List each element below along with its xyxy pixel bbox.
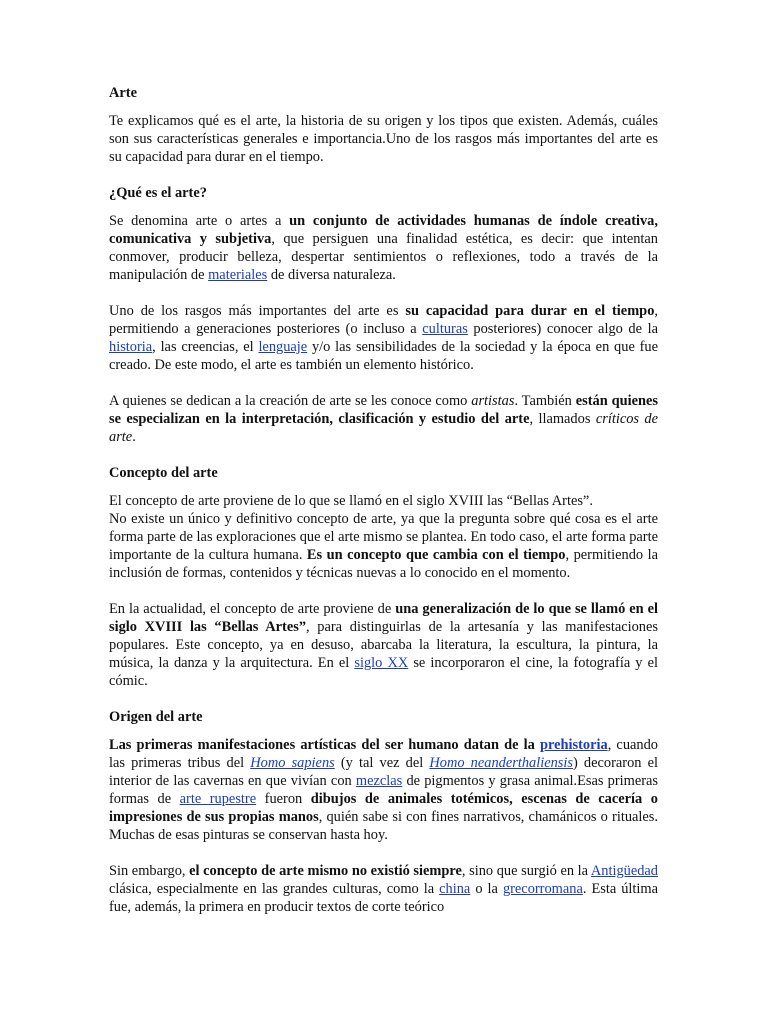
text-run: ) decoraron el interior de las cavernas en que vivían con [109, 755, 658, 789]
text-run: , llamados [529, 411, 596, 427]
paragraph-concepto-b [109, 510, 658, 582]
bold-text: un conjunto de actividades humanas de índole creativa, comunicativa y subjetiva [109, 213, 658, 247]
paragraph-definicion [109, 212, 658, 284]
inline-link[interactable]: lenguaje [258, 339, 308, 355]
paragraph-actualidad [109, 600, 658, 690]
text-run: En la actualidad, el concepto de arte proviene de [109, 601, 396, 617]
text-run: , quién sabe si con fines narrativos, chamánicos o rituales. Muchas de esas pinturas se conservan hasta hoy. [109, 809, 658, 843]
inline-link[interactable]: culturas [422, 321, 468, 337]
inline-link[interactable]: china [439, 881, 471, 897]
inline-link[interactable]: siglo XX [354, 655, 409, 671]
text-run: de pigmentos y grasa animal.Esas primeras formas de [109, 773, 658, 807]
text-run: (y tal vez del [334, 755, 430, 771]
heading-origen: Origen del arte [109, 709, 203, 725]
text-run: A quienes se dedican a la creación de arte se les conoce como [109, 393, 472, 409]
inline-link[interactable]: historia [109, 339, 153, 355]
text-run: , cuando las primeras tribus del [109, 737, 658, 771]
text-run: No existe un único y definitivo concepto de arte, ya que la pregunta sobre qué cosa es el arte forma parte de las exploraciones que el arte mismo se plantea. En todo caso, el arte forma parte importante de la cultura humana. [109, 511, 658, 563]
text-run: , que persiguen una finalidad estética, es decir: que intentan conmover, producir belleza, despertar sentimientos o reflexiones, todo a través de la manipulación de [109, 231, 658, 283]
bold-text: una generalización de lo que se llamó en el siglo XVIII las “Bellas Artes” [109, 601, 658, 635]
inline-link[interactable]: materiales [208, 267, 268, 283]
text-run: clásica, especialmente en las grandes culturas, como la [109, 881, 440, 897]
bold-text: su capacidad para durar en el tiempo [405, 303, 655, 319]
text-run: Se denomina arte o artes a [109, 213, 290, 229]
paragraph-rasgos [109, 302, 658, 374]
paragraph-prehistoria [109, 736, 658, 844]
bold-text: dibujos de animales totémicos, escenas de cacería o impresiones de sus propias manos [109, 791, 658, 825]
text-run: posteriores) conocer algo de la [467, 321, 658, 337]
text-run: , permitiendo la inclusión de formas, contenidos y técnicas nuevas a lo conocido en el momento. [109, 547, 659, 581]
text-run: se incorporaron el cine, la fotografía y el cómic. [109, 655, 658, 689]
heading-concepto: Concepto del arte [109, 465, 218, 481]
text-run: . Esta última fue, además, la primera en producir textos de corte teórico [109, 881, 659, 915]
text-run: y/o las sensibilidades de la sociedad y la época en que fue creado. De este modo, el arte es también un elemento histórico. [109, 339, 658, 373]
inline-link[interactable]: Homo sapiens [250, 755, 335, 771]
text-run: , para distinguirlas de la artesanía y las manifestaciones populares. Este concepto, ya en desuso, abarcaba la literatura, la escultura, la pintura, la música, la danza y la arquitectura. En el [109, 619, 658, 671]
document-page [109, 84, 658, 934]
text-run: Uno de los rasgos más importantes del arte es [109, 303, 406, 319]
intro-paragraph: Te explicamos qué es el arte, la historia de su origen y los tipos que existen. Además, cuáles son sus características generales e importancia.Uno de los rasgos más importantes del arte es su capacidad para durar en el tiempo. [109, 113, 658, 165]
italic-text: críticos de arte [109, 411, 658, 445]
paragraph-artistas [109, 392, 658, 446]
bold-text: Es un concepto que cambia con el tiempo [306, 547, 566, 563]
paragraph-concepto-a: El concepto de arte proviene de lo que se llamó en el siglo XVIII las “Bellas Artes”. [109, 493, 593, 509]
bold-text: Las primeras manifestaciones artísticas del ser humano datan de la [109, 737, 540, 753]
bold-text: el concepto de arte mismo no existió siempre [189, 863, 462, 879]
text-run: , sino que surgió en la [461, 863, 591, 879]
text-run: , las creencias, el [152, 339, 259, 355]
bold-text: están quienes se especializan en la interpretación, clasificación y estudio del arte [109, 393, 658, 427]
doc-title: Arte [109, 85, 137, 101]
inline-link[interactable]: arte rupestre [179, 791, 257, 807]
inline-link[interactable]: mezclas [355, 773, 403, 789]
text-run: Sin embargo, [109, 863, 190, 879]
text-run: . También [514, 393, 576, 409]
italic-text: artistas [471, 393, 515, 409]
heading-que-es-el-arte: ¿Qué es el arte? [109, 185, 207, 201]
text-run: de diversa naturaleza. [267, 267, 396, 283]
text-run: . [132, 429, 136, 445]
inline-link[interactable]: Homo neanderthaliensis [429, 755, 573, 771]
text-run: , permitiendo a generaciones posteriores (o incluso a [109, 303, 658, 337]
inline-link[interactable]: prehistoria [539, 737, 608, 753]
paragraph-antiguedad [109, 862, 658, 916]
text-run: fueron [256, 791, 311, 807]
text-run: o la [470, 881, 503, 897]
inline-link[interactable]: Antigüedad [590, 863, 658, 879]
inline-link[interactable]: grecorromana [502, 881, 583, 897]
